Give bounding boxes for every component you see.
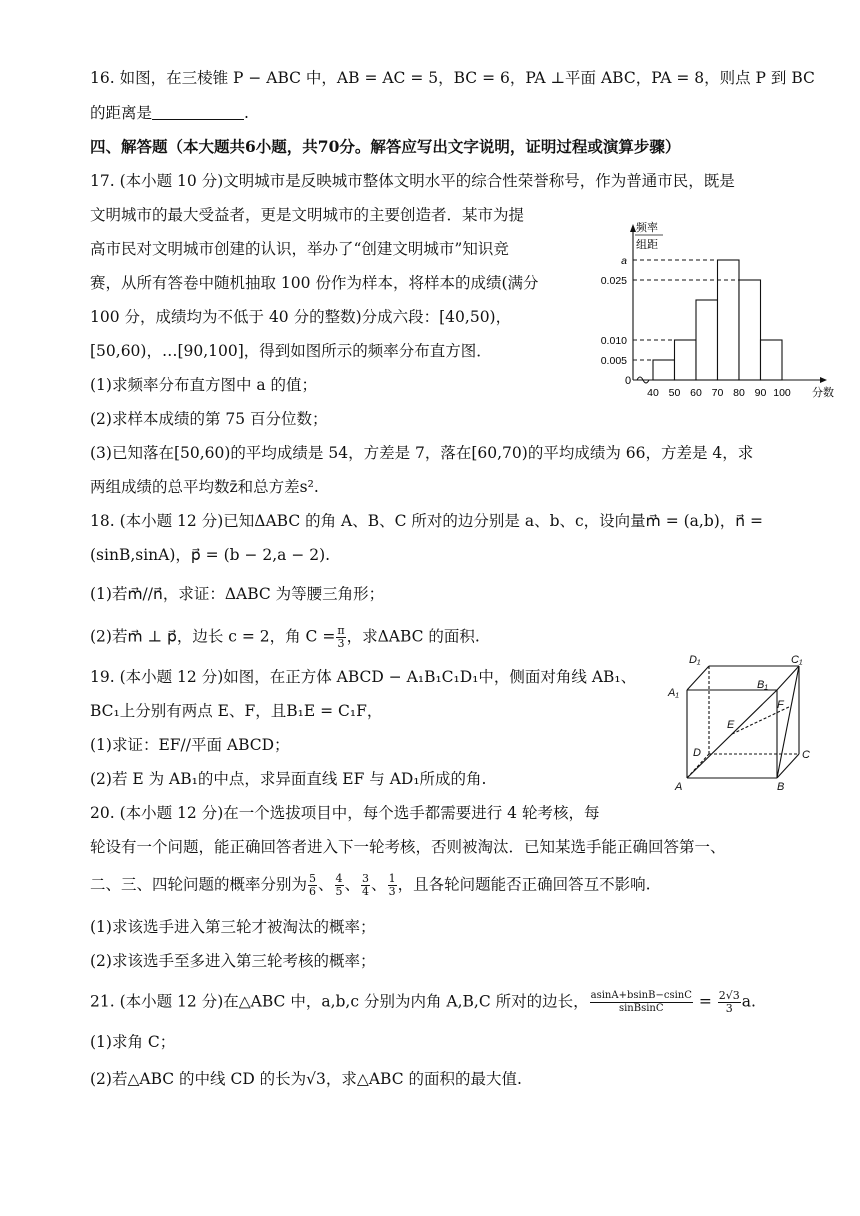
- q20-line3-text: 二、三、四轮问题的概率分别为: [90, 875, 308, 894]
- sep-1: 、: [318, 875, 334, 894]
- q16-line1: 16. 如图，在三棱锥 P − ABC 中，AB = AC = 5，BC = 6，PA ⊥平面 ABC，PA = 8，则点 P 到 BC: [90, 69, 815, 87]
- bar-5: [761, 340, 783, 380]
- label-A1: A₁: [668, 687, 679, 699]
- prob-frac-2: $\frac{4}{5}$: [335, 872, 343, 898]
- q21-fraction-rhs: $\frac{2√3}{3}$: [718, 989, 740, 1015]
- q21-text: 21. (本小题 12 分)在△ABC 中，a,b,c 分别为内角 A,B,C 所对的边长，: [90, 992, 589, 1011]
- label-C1: C₁: [791, 654, 803, 666]
- q19-line2: BC₁上分别有两点 E、F，且B₁E = C₁F，: [90, 702, 383, 720]
- q20-line1: 20. (本小题 12 分)在一个选拔项目中，每个选手都需要进行 4 轮考核，每: [90, 804, 600, 822]
- section-heading: 四、解答题（本大题共6小题，共70分。解答应写出文字说明，证明过程或演算步骤）: [90, 137, 681, 156]
- q17-line1: 17. (本小题 10 分)文明城市是反映城市整体文明水平的综合性荣誉称号，作为普通市民，既是: [90, 172, 735, 190]
- bar-3: [718, 260, 740, 380]
- y-tick-0: 0.005: [600, 355, 627, 367]
- q16-text: 的距离是: [90, 104, 153, 122]
- cube-figure: [665, 650, 815, 795]
- pi-over-3: $\frac{\pi}{3}$: [337, 624, 345, 650]
- q18-sub2: [90, 625, 480, 650]
- sep-3: 、: [371, 875, 387, 894]
- q20-line2: 轮设有一个问题，能正确回答者进入下一轮考核，否则被淘汰．已知某选手能正确回答第一、: [90, 838, 726, 856]
- label-D: D: [693, 747, 701, 759]
- bar-4: [739, 280, 761, 380]
- y-tick-1: 0.010: [600, 335, 627, 347]
- q21-equals: =: [698, 992, 712, 1011]
- origin-label: 0: [625, 375, 632, 387]
- q18-sub2-text: (2)若m⃗ ⊥ p⃗，边长 c = 2，角 C =: [90, 627, 336, 646]
- q17-sub3-line2: 两组成绩的总平均数z̄和总方差s².: [90, 478, 319, 496]
- label-A: A: [675, 781, 683, 793]
- q18-sub2-tail: ，求ΔABC 的面积.: [346, 627, 480, 646]
- q20-sub1: (1)求该选手进入第三轮才被淘汰的概率；: [90, 918, 376, 936]
- x-axis-label: 分数: [812, 387, 834, 399]
- label-D1: D₁: [689, 654, 701, 666]
- x-axis-arrow: [820, 377, 827, 383]
- q20-sub2: (2)求该选手至多进入第三轮考核的概率；: [90, 952, 376, 970]
- q17-line2: 文明城市的最大受益者，更是文明城市的主要创造者．某市为提: [90, 206, 525, 224]
- y-label-bottom: 组距: [636, 239, 658, 251]
- x-tick-4: 80: [733, 387, 745, 399]
- q18-line2: (sinB,sinA)，p⃗ = (b − 2,a − 2).: [90, 546, 331, 564]
- y-label-top: 频率: [636, 222, 658, 234]
- prob-frac-3: $\frac{3}{4}$: [362, 872, 370, 898]
- label-C: C: [802, 749, 810, 761]
- x-tick-6: 100: [773, 387, 791, 399]
- label-B: B: [777, 781, 785, 793]
- q20-line3: [90, 873, 651, 898]
- q17-sub2: (2)求样本成绩的第 75 百分位数；: [90, 410, 328, 428]
- prob-frac-1: $\frac{5}{6}$: [309, 872, 317, 898]
- x-tick-1: 50: [668, 387, 681, 399]
- x-tick-3: 70: [711, 387, 724, 399]
- answer-blank: [152, 105, 244, 120]
- q19-sub2: (2)若 E 为 AB₁的中点，求异面直线 EF 与 AD₁所成的角.: [90, 770, 487, 788]
- q21-sub2: (2)若△ABC 的中线 CD 的长为√3，求△ABC 的面积的最大值.: [90, 1070, 522, 1088]
- q19-line1: 19. (本小题 12 分)如图，在正方体 ABCD − A₁B₁C₁D₁中，侧面对角线 AB₁、: [90, 668, 637, 686]
- q17-line5: 100 分，成绩均为不低于 40 分的整数)分成六段：[40,50)，: [90, 308, 512, 326]
- x-tick-0: 40: [647, 387, 659, 399]
- y-tick-3: a: [621, 255, 627, 267]
- q18-line1: 18. (本小题 12 分)已知ΔABC 的角 A、B、C 所对的边分别是 a、b、c，设向量m⃗ = (a,b)，n⃗ =: [90, 512, 764, 530]
- q17-sub3-line1: (3)已知落在[50,60)的平均成绩是 54，方差是 7，落在[60,70)的平均成绩为 66，方差是 4，求: [90, 444, 754, 462]
- q17-line6: [50,60)，…[90,100]，得到如图所示的频率分布直方图．: [90, 342, 492, 360]
- q17-sub1: (1)求频率分布直方图中 a 的值；: [90, 376, 318, 394]
- q17-line3: 高市民对文明城市创建的认识，举办了“创建文明城市”知识竞: [90, 240, 509, 258]
- q17-line4: 赛，从所有答卷中随机抽取 100 份作为样本，将样本的成绩(满分: [90, 274, 539, 292]
- q21-sub1: (1)求角 C；: [90, 1033, 176, 1051]
- q21-fraction-lhs: $\frac{asinA+bsinB-csinC}{\text{sinBsinC}}$: [590, 990, 692, 1014]
- q16-period: .: [244, 104, 249, 122]
- bar-1: [675, 340, 697, 380]
- q20-line3-tail: ，且各轮问题能否正确回答互不影响.: [397, 875, 651, 894]
- x-tick-2: 60: [690, 387, 702, 399]
- q19-sub1: (1)求证：EF//平面 ABCD；: [90, 736, 290, 754]
- q21-tail: a.: [741, 992, 756, 1011]
- bar-2: [696, 300, 718, 380]
- label-E: E: [727, 719, 735, 731]
- label-B1: B₁: [757, 679, 768, 691]
- label-F: F: [777, 699, 784, 711]
- sep-2: 、: [344, 875, 361, 894]
- q16-line2: [90, 103, 249, 123]
- y-tick-2: 0.025: [600, 275, 627, 287]
- q21-line1: [90, 990, 756, 1015]
- bar-0: [653, 360, 675, 380]
- prob-frac-4: $\frac{1}{3}$: [388, 872, 396, 898]
- q18-sub1: (1)若m⃗//n⃗，求证：ΔABC 为等腰三角形；: [90, 585, 385, 603]
- x-tick-5: 90: [754, 387, 767, 399]
- frequency-histogram: [595, 218, 835, 404]
